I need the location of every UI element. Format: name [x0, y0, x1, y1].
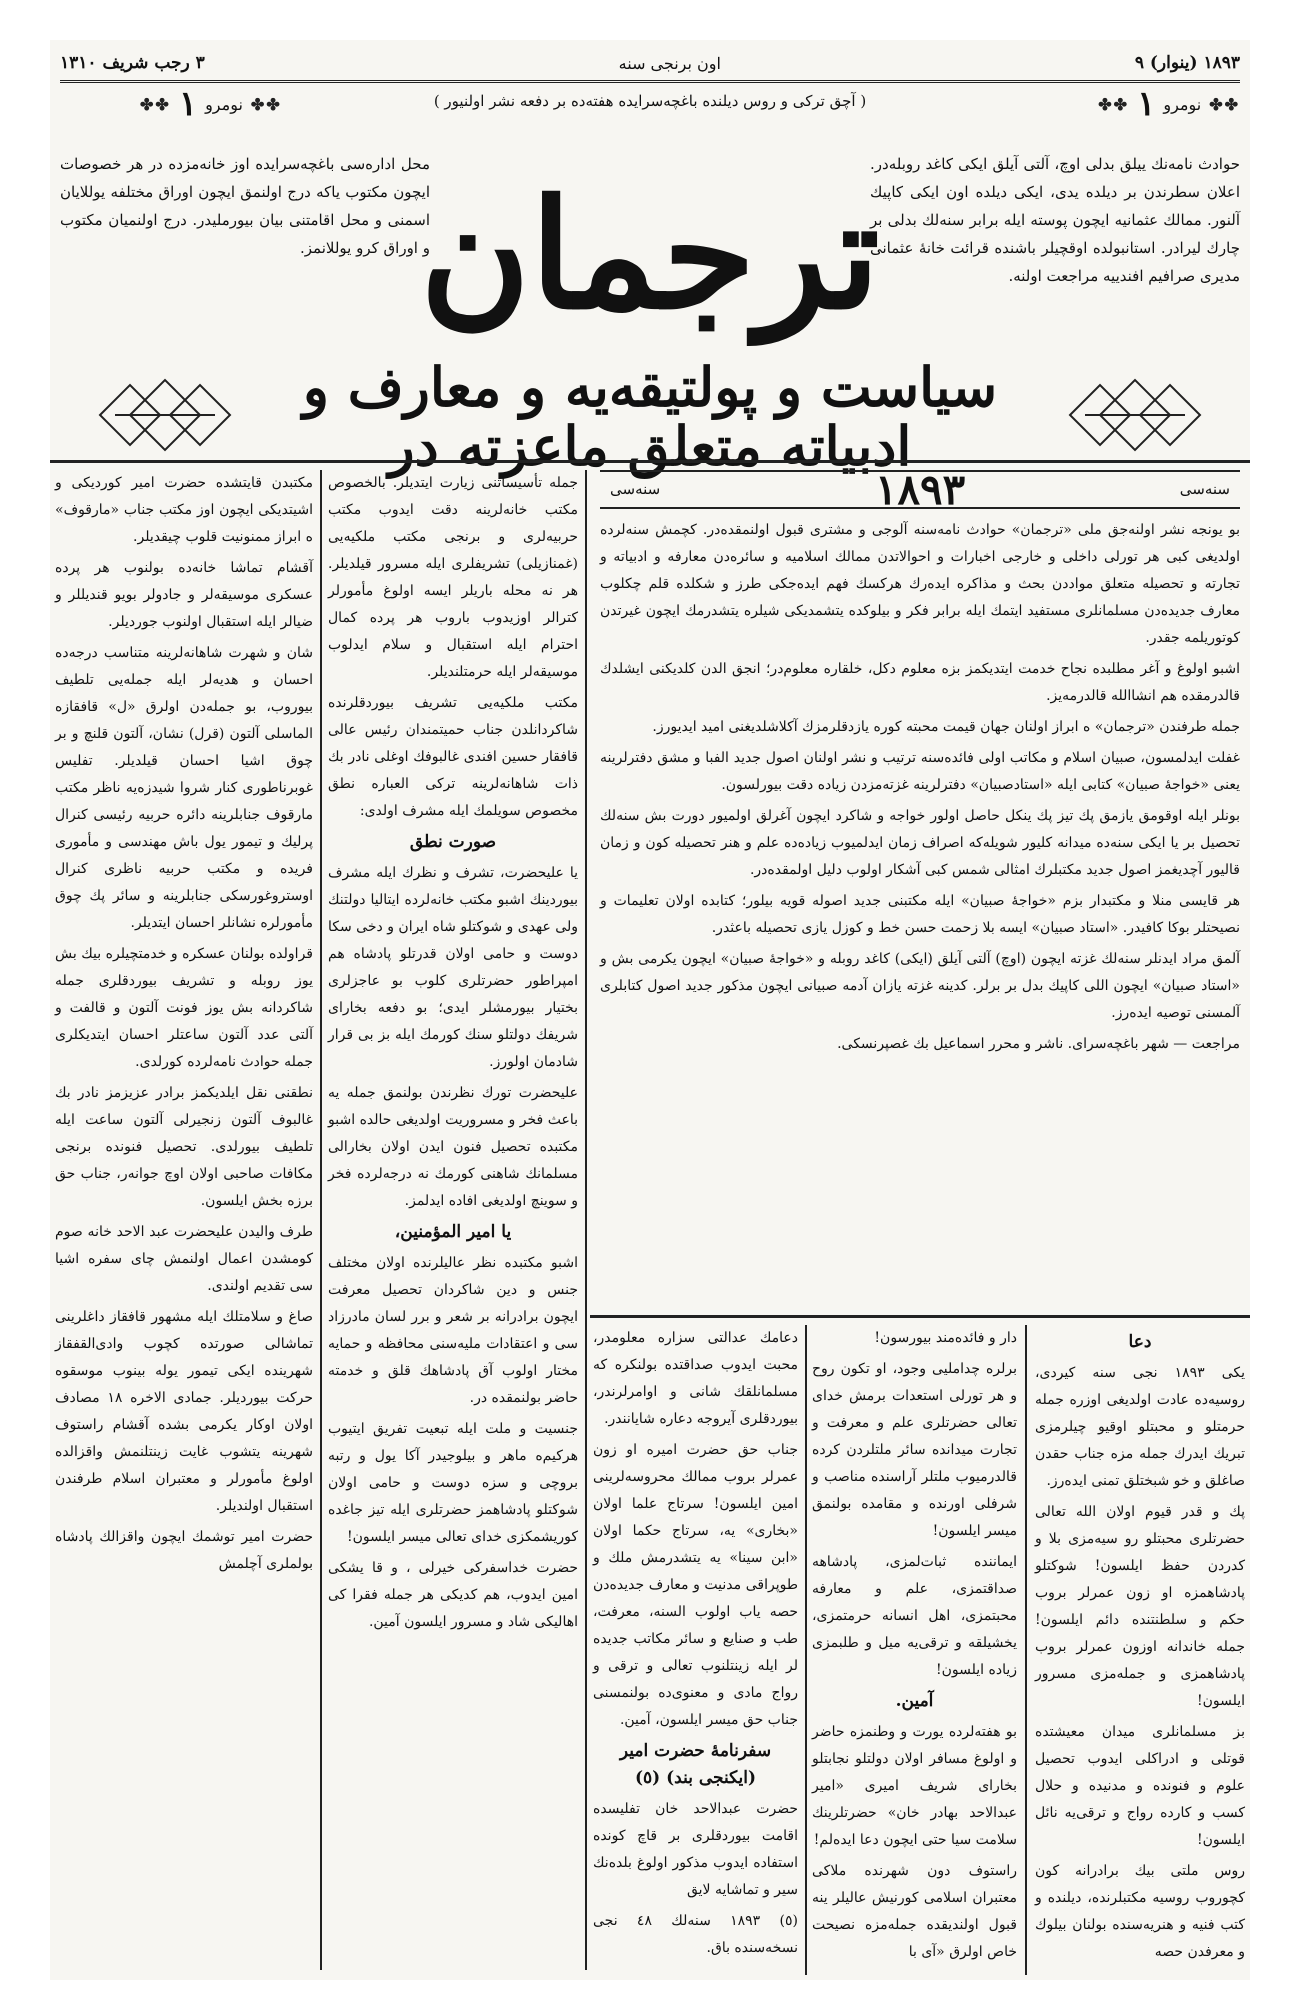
- paragraph: بو يونجه نشر اولنه‌جق ملی «ترجمان» حوادث نامه‌سنه آلوجی و مشتری قبول اولنمقده‌در. كچمش سنه‌لرده اولديغی كبی هر تورلی داخلی و خارجی اخبارات و احوالاتدن ممالك اسلاميه و سائره‌دن معارفه و ادبياته و تجارته و تحصيله متعلق مواددن بحث و مذاكره ايده‌رك هركسك فهم ايده‌جكی طرز و شكلده قلم چكلوب معارف جديده‌دن مسلمانلری مستفيد ايتمك ايله برابر فكر و بيلوكده يتشمديكی شيلره يتشدرمك ايچون غيرتدن كوتوريلمه جقدر.: [600, 522, 1240, 646]
- paragraph: هر قايسی منلا و مكتبدار بزم «خواجهٔ صبيان» ايله مكتبنی جديد اصوله قويه بيلور؛ كتابده اولان تعليمات و نصيحتلر بوكا كافيدر. «استاد صبيان» ايسه بلا زحمت حسن خط و كوزل يازی تحصيله باعثدر.: [600, 893, 1240, 936]
- paragraph: روس ملتی بيك برادرانه كون كچوروب روسيه مكتبلرنده، ديلنده و كتب فنيه و هنريه‌سنده بولنان بيلوك و معرفدن حصه: [1035, 1863, 1245, 1960]
- newspaper-page: [50, 40, 1250, 1980]
- numero-label: نومرو: [205, 94, 243, 114]
- masthead-title: ترجمان: [420, 167, 880, 343]
- year-label-right: سنه‌سی: [1179, 480, 1230, 498]
- paragraph: بو هفته‌لرده يورت و وطنمزه حاضر و اولوغ مسافر اولان دولتلو نجابتلو بخارای شريف اميری «امير عبدالاحد بهادر خان» حضرتلرينك سلامت سيا حتی ايچون دعا ايده‌لم!: [812, 1724, 1017, 1848]
- hijri-date: ٣ رجب شريف ١٣١٠: [60, 53, 205, 73]
- paragraph: دار و فائده‌مند بيورسون!: [874, 1330, 1017, 1346]
- paragraph: جمله تأسيساتنی زيارت ايتديلر. بالخصوص مكتب خانه‌لرينه دقت ايدوب مكتب حربيه‌لری و برنجی مكتب ملكيه‌يی (غمنازيلی) تشريفلری ايله مسرور قيلديلر. هر نه محله باريلر ايسه اولوغ مأمورلر كترالر اوزيدوب باروب هر پرده كمال احترام ايله استقبال و سلام ايدلوب موسيقه‌لر ايله حرمتلنديلر.: [328, 475, 578, 680]
- section-rule: [590, 1315, 1250, 1318]
- column-divider: [320, 470, 322, 1970]
- paragraph: آلمق مراد ايدنلر سنه‌لك غزته ايچون (اوچ) آلتی آيلق (ايكی) كاغد روبله و «خواجهٔ صبيان» ايچون يكرمی بش و «استاد صبيان» ايچون اللی كاپيك بدل بر برلر. كدينه غزته يازان آدمه صبيانی ايچون مذكور جديد اصول كتابلری آلمسنی توصيه ايده‌رز.: [600, 951, 1240, 1021]
- subscription-info: حوادث نامه‌نك ييلق بدلی اوچ، آلتی آيلق ايكی كاغد روبله‌در. اعلان سطرندن بر ديلده يدی، ايكی ديلده اون ايكی كاپيك آلنور. ممالك عثمانيه ايچون پوسته ايله برابر سنه‌لك بدلی بر چارك ليرادر. استانبولده اوقچيلر باشنده قرائت خانهٔ عثمانی مديری صرافيم افندیيه مراجعت اولنه.: [870, 155, 1240, 285]
- paragraph: حضرت خداسفركی خيرلی ، و قا يشكی امين ايدوب، هم كديكی هر جمله فقرا كی اهاليكی شاد و مسرور ايلسون آمين.: [328, 1560, 578, 1630]
- issue-date: ١٨٩٣ (ينوار) ٩: [1134, 53, 1240, 73]
- paragraph: يكی ١٨٩٣ نجی سنه كيردی، روسيه‌ده عادت اولديغی اوزره جمله حرمتلو و محبتلو اوقيو چيلرمزی تبريك ايدرك جمله مزه جناب حقدن صاغلق و خو شبختلق تمنی ايده‌رز.: [1035, 1365, 1245, 1489]
- article-column-a: [55, 470, 313, 1970]
- paragraph: مراجعت — شهر باغچه‌سرای. ناشر و محرر اسماعيل بك غصپرنسكی.: [837, 1036, 1240, 1052]
- article-column-d: [812, 1325, 1017, 1975]
- paragraph: جمله طرفندن «ترجمان» ه ابراز اولنان جهان قيمت محبته كوره يازدقلرمزك آكلاشلديغنی اميد ايديورز.: [652, 719, 1240, 735]
- masthead-rule: [50, 460, 1250, 463]
- paragraph: جنسيت و ملت ايله تبعيت تفريق ايتيوب هركيم‌ه ماهر و بيلوجيدر آكا يول و رتبه بروچی و سزه دوست و حامی اولان شوكتلو پادشاهمز حضرتلری ايله تيز جاغده كوريشمكزی خدای تعالی ميسر ايلسون!: [328, 1421, 578, 1545]
- paragraph: نطقنی نقل ايلديكمز برادر عزيزمز نادر بك غالبوف آلتون زنجيرلی آلتون ساعت ايله تلطيف بيورلدی. تحصيل فنونده برنجی مكافات صاحبی اولان اوچ جوانه‌ر، جناب حق برزه بخش ايلسون.: [55, 1085, 313, 1209]
- column-divider: [585, 470, 587, 1970]
- issue-number-right: [1098, 84, 1240, 124]
- ornament-icon: ✤✤: [140, 94, 171, 114]
- paragraph: بونلر ايله اوقومق يازمق پك تيز پك ينكل حاصل اولور خواجه و شاكرد ايچون آغرلق اولميور دورت بش سنه‌لك تحصيل بر يا ايكی سنه‌ده ميدانه كليور شويله‌كه اصراف زمان ايدلميوب زياده‌ده علم و هنر تحصيله كون و زمان قاليور آچديغمز اصول جديد مكتبلرك امثالی شمس كبی آشكار اولوب دليل اولمقده‌در.: [600, 808, 1240, 878]
- ornament-icon: ✤✤: [1098, 94, 1130, 114]
- header-strip: [60, 46, 1240, 83]
- travelogue-heading: سفرنامهٔ حضرت امير (ايكنجی بند) (٥): [619, 1741, 772, 1788]
- paragraph: دعامك عدالتی سزاره معلومدر، محبت ايدوب صداقتده بولنكره كه مسلمانلقك شانی و اوامرلرندر، بيوردقلری آيروجه دعاره شايانندر.: [593, 1330, 798, 1427]
- paragraph: مكتب ملكيه‌يی تشريف بيوردقلرنده شاكردانلدن جناب حميتمندان رئيس عالی قافقار حسين افندی غالبوفك اوغلی نادر بك ذات شاهانه‌لرينه تركی العباره نطق مخصوص سويلمك ايله مشرف اولدی:: [328, 695, 578, 819]
- article-column-c: [593, 1325, 798, 1975]
- prayer-heading: دعا: [1128, 1332, 1152, 1352]
- address-heading: يا امير المؤمنين،: [394, 1222, 512, 1242]
- paragraph: طرف واليدن عليحضرت عبد الاحد خانه صوم كومشدن اعمال اولنمش چای سفره اشيا سی تقديم اولندی.: [55, 1224, 313, 1294]
- ornament-icon: ✤✤: [250, 94, 282, 114]
- paragraph: برلره چدامليی وجود، او تكون روح و هر تورلی استعدات برمش خدای تعالی حضرتلری علم و معرفت و تجارت ميدانده سائر ملتلردن كرده قالدرميوب ملتلر آراسنده مناصب و شرفلی اورنده و مقامده بولنمق ميسر ايلسون!: [812, 1361, 1017, 1539]
- paragraph: اشبو مكتبده نظر عاليلرنده اولان مختلف جنس و دين شاكردان تحصيل معرفت ايچون برادرانه بر شعر و برر لسان مادرزاد سی و اعتقادات مليه‌سنی محافظه و حمايه مختار اولوب آق پادشاهك قلق و خدمته حاضر بولنمقده در.: [328, 1255, 578, 1406]
- paragraph: مكتبدن قايتشده حضرت امير كوردیكی و اشيتديكی ايچون اوز مكتب جناب «مارقوف» ه ابراز ممنونيت قلوب چيقديلر.: [55, 475, 313, 545]
- issue-number-left: [140, 84, 282, 124]
- paragraph: بز مسلمانلری ميدان معيشتده قوتلی و ادراكلی ايدوب تحصيل علوم و فنونده و مدنيده و حلال كسب و كارده رواج و ترقی‌يه نائل ايلسون!: [1035, 1724, 1245, 1848]
- ornament-icon: ✤✤: [1209, 94, 1240, 114]
- column-divider: [1025, 1325, 1027, 1975]
- paragraph: غفلت ايدلمسون، صبيان اسلام و مكاتب اولی فائده‌سنه ترتيب و نشر اولنان اصول جديد الفبا و مشق دفترلرينه يعنی «خواجهٔ صبيان» كتابی ايله «استادصبيان» دفترلرينه غزته‌مزدن زياده دقت بيورلسون.: [600, 750, 1240, 793]
- year-number: ١٨٩٣: [874, 465, 966, 514]
- masthead-subtitle: سياست و پولتيقه‌يه و معارف و ادبياته متعلق ماعزته‌ در: [302, 355, 998, 479]
- numero-value: ١: [1137, 84, 1156, 124]
- paragraph: اشبو اولوغ و آغر مطلبده نجاح خدمت ايتديكمز بزه معلوم دكل، خلقاره معلوم‌در؛ انجق الدن كلديكنی ايشلدك قالدرمقده هم انشاالله قالدرمه‌يز.: [600, 661, 1240, 704]
- office-info: محل اداره‌سی باغچه‌سرايده اوز خانه‌مزده در هر خصوصات ايچون مكتوب ياكه درج اولنمق ايچون اوراق مختلفه يوللايان اسمنی و محل اقامتنی بيان بيورمليدر. درج اولنميان مكتوب و اوراق كرو يوللانمز.: [60, 155, 430, 257]
- year-banner: [600, 465, 1240, 514]
- footnote: (٥) ١٨٩٣ سنه‌لك ٤٨ نجی نسخه‌سنده باق.: [593, 1913, 798, 1956]
- paragraph: يا عليحضرت، تشرف و نظرك ايله مشرف بيوردينك اشبو مكتب خانه‌لرده ايتاليا دولتنك ولی عهدی و شوكتلو شاه ايران و دخی سكا دوست و حامی اولان قدرتلو پادشاه هم امپراطور حضرتلری كلوب بو عاجزلری بختيار بيورمشلر ايدی؛ بو دفعه بخارای شريفك دولتلو سنك كورمك ايله بز بی قرار شادمان اولورز.: [328, 865, 578, 1070]
- lattice-ornament-icon: [1060, 370, 1210, 460]
- paragraph: صاغ و سلامتلك ايله مشهور قافقاز داغلرينی تماشالی صورتده كچوب وادی‌القفقاز شهرينده ايكی تيمور يوله بينوب موسقوه حركت بيورديلر. جمادی الاخره ١٨ مصادف اولان اوكار يكرمی بشده آقشام راستوف شهرينه يتشوب غايت زينتلنمش واقزالده اولوغ مأمورلر و معتبران اسلام طرفندن استقبال اولنديلر.: [55, 1309, 313, 1514]
- paragraph: جناب حق حضرت اميره او زون عمرلر بروب ممالك محروسه‌لرينی امين ايلسون! سرتاج علما اولان «بخاری» يه، سرتاج حكما اولان «ابن سينا» يه يتشدرمش ملك و طوپراقی مدنيت و معارف جديده‌دن حصه ياب اولوب السنه، معرفت، طب و صنايع و سائر مكاتب جديده‌ لر ايله زينتلنوب تعالی و ترقی و رواج مادی و معنوی‌ده بولنمسنی جناب حق ميسر ايلسون، آمين.: [593, 1442, 798, 1728]
- speech-heading: صورت نطق: [409, 832, 497, 852]
- year-label-left: سنه‌سی: [610, 480, 661, 498]
- paragraph: حضرت امير توشمك ايچون واقزالك پادشاه بولملری آچلمش: [55, 1529, 313, 1572]
- tagline: ( آچق تركی و روس ديلنده باغچه‌سرايده هفته‌ده بر دفعه نشر اولنيور ): [433, 92, 867, 110]
- numero-label: نومرو: [1163, 94, 1202, 114]
- paragraph: ايماننده ثبات‌لمزی، پادشاهه صداقتمزی، علم و معارفه محبتمزی، اهل انسانه حرمتمزی، يخشيلقه و ترقی‌يه ميل و طلبمزی زياده ايلسون!: [812, 1554, 1017, 1678]
- volume-year: اون برنجی سنه: [618, 53, 721, 73]
- paragraph: قراولده بولنان عسكره و خدمتچيلره بيك بش يوز روبله و تشريف بيوردقلری جمله شاكردانه بش يوز فونت آلتون و قالفت و آلتی عدد آلتون ساعتلر احسان ايتديكلری جمله حوادث نامه‌لرده كورلدی.: [55, 946, 313, 1070]
- numero-value: ١: [178, 84, 198, 124]
- paragraph: آقشام تماشا خانه‌ده بولنوب هر پرده عسكری موسيقه‌لر و جادولر بويو قنديللر و ضيالر ايله استقبال اولنوب جورديلر.: [55, 560, 313, 630]
- column-divider: [805, 1325, 807, 1975]
- paragraph: شان و شهرت شاهانه‌لرينه متناسب درجه‌ده احسان و هديه‌لر ايله جمله‌يی تلطيف بيوروب، بو جمله‌دن اولرق «ل» قافقازه الماسلی آلتون (قرل) نشان، آلتون قلنچ و بر چوق اشيا احسان قيلديلر. تفليس غوبرناطوری كنار شروا شيدزه‌يه ناظر مكتب مارقوف جنابلرينه دائره حربيه رئيسی كنرال پرليك و تيمور يول باش مهندسی و مأموری فريده و مكتب حربيه ناظری كنرال اوستروغورسكی جنابلرينه و سائر پك چوق مأمورلره نشانلر احسان ايتديلر.: [55, 645, 313, 931]
- paragraph: راستوف دون شهرنده ملاكی معتبران اسلامی كورنيش عاليلر ينه قبول اولنديقده جمله‌مزه نصيحت خاص اولرق «آی با: [812, 1863, 1017, 1960]
- amen-line: آمين.: [895, 1691, 934, 1711]
- paragraph: عليحضرت تورك نظرندن بولنمق جمله‌ يه باعث فخر و مسروريت اولديغی حالده اشبو مكتبده تحصيل فنون ايدن اولان بخارالی مسلمانك شاهنی كورمك نه درجه‌لرده فخر و سوينچ اولديغی افاده ايدلمز.: [328, 1085, 578, 1209]
- article-column-b: [328, 470, 578, 1970]
- paragraph: حضرت عبدالاحد خان تفليسده اقامت بيوردقلری بر قاچ كونده استفاده ايدوب مذكور اولوغ بلده‌نك سير و تماشايه لايق: [593, 1801, 798, 1898]
- main-announcement: [600, 465, 1240, 1310]
- lattice-ornament-icon: [90, 370, 240, 460]
- paragraph: پك و قدر قيوم اولان الله تعالی حضرتلری محبتلو رو سيه‌مزی بلا و كدردن حفظ ايلسون! شوكتلو پادشاهمزه او زون عمرلر بروب حكم و سلطنتنده دائم ايلسون! جمله خاندانه اوزون عمرلر بروب پادشاهمزی و جمله‌مزی مسرور ايلسون!: [1035, 1504, 1245, 1709]
- article-column-e: [1035, 1325, 1245, 1975]
